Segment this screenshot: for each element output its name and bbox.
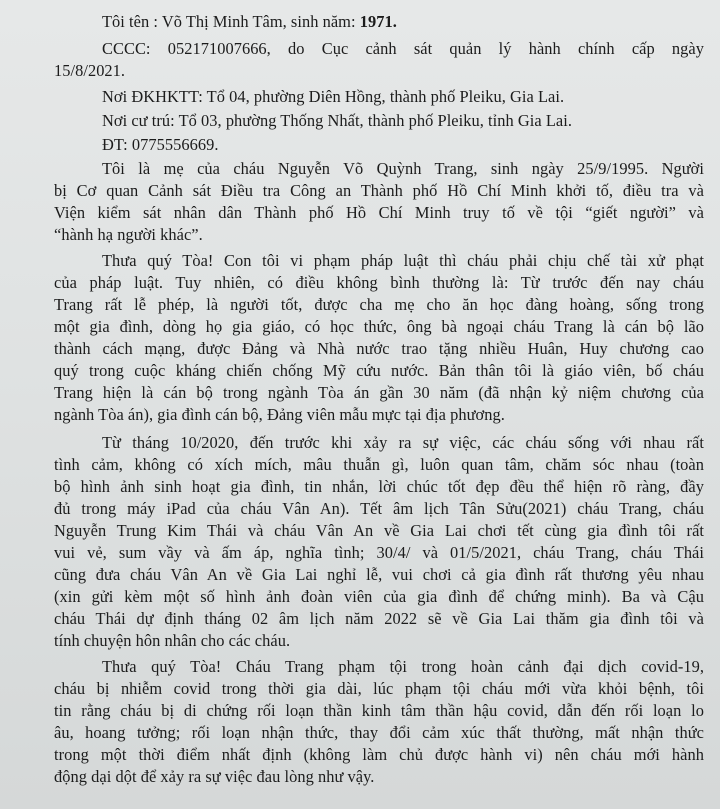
cccc-date: 15/8/2021. — [54, 61, 126, 80]
p3-line-8: (xin gửi kèm một số hình ảnh đoàn viên của gia đình để chứng minh). Ba và Cậu — [54, 587, 704, 606]
p2-line-8: ngành Tòa án), gia đình cán bộ, Đảng viên mẫu mực tại địa phương. — [54, 405, 505, 424]
p3-line-9: cháu Thái dự định tháng 02 âm lịch năm 2022 sẽ về Gia Lai thăm gia đình tôi và — [54, 609, 704, 628]
p4-line-3: tin rằng cháu bị di chứng rối loạn thần kinh tâm thần hậu covid, dẫn đến rối loạn lo — [54, 701, 704, 720]
p2-line-4: một gia đình, dòng họ gia giáo, có học thức, ông bà ngoại cháu Trang là cán bộ lão — [54, 317, 704, 336]
p2-line-3: Trang rất lễ phép, là người tốt, được cha mẹ cho ăn học đàng hoàng, sống trong — [54, 295, 704, 314]
p3-line-4: đủ trong máy iPad của cháu Vân An). Tết âm lịch Tân Sửu(2021) cháu Trang, cháu — [54, 499, 704, 518]
p1-line-4: “hành hạ người khác”. — [54, 225, 203, 244]
phone-line: ĐT: 0775556669. — [102, 135, 219, 154]
dkhktt-line: Nơi ĐKHKTT: Tổ 04, phường Diên Hồng, thành phố Pleiku, Gia Lai. — [102, 87, 565, 106]
p1-line-3: Viện kiểm sát nhân dân Thành phố Hồ Chí Minh truy tố về tội “giết người” và — [54, 203, 704, 222]
p1-line-1: Tôi là mẹ của cháu Nguyễn Võ Quỳnh Trang, sinh ngày 25/9/1995. Người — [102, 159, 704, 178]
p2-line-5: thành cách mạng, được Đảng và Nhà nước trao tặng nhiều Huân, Huy chương cao — [54, 339, 704, 358]
p3-line-6: vui vẻ, sum vầy và ấm áp, nghĩa tình; 30/4/ và 01/5/2021, cháu Trang, cháu Thái — [54, 543, 704, 562]
p4-line-4: âu, hoang tưởng; rối loạn nhận thức, thay đổi cảm xúc thất thường, mất nhận thức — [54, 723, 704, 742]
p2-line-6: quý trong cuộc kháng chiến chống Mỹ cứu nước. Bản thân tôi là giáo viên, bố cháu — [54, 361, 704, 380]
p2-line-1: Thưa quý Tòa! Con tôi vi phạm pháp luật thì cháu phải chịu chế tài xử phạt — [102, 251, 704, 270]
name-line — [102, 12, 397, 32]
p2-line-2: của pháp luật. Tuy nhiên, có điều không bình thường là: Từ trước đến nay cháu — [54, 273, 704, 292]
p3-line-2: tình cảm, không có xích mích, mâu thuẫn gì, luôn quan tâm, chăm sóc nhau (toàn — [54, 455, 704, 474]
birth-year: 1971. — [359, 12, 397, 31]
name-text: Tôi tên : Võ Thị Minh Tâm, sinh năm: — [102, 12, 360, 31]
cccc-line: CCCC: 052171007666, do Cục cảnh sát quản lý hành chính cấp ngày — [102, 39, 704, 58]
p3-line-7: cũng đưa cháu Vân An về Gia Lai nghỉ lễ, vui chơi cả gia đình rất thương yêu nhau — [54, 565, 704, 584]
residence-line: Nơi cư trú: Tổ 03, phường Thống Nhất, thành phố Pleiku, tỉnh Gia Lai. — [102, 111, 572, 130]
p4-line-1: Thưa quý Tòa! Cháu Trang phạm tội trong hoàn cảnh đại dịch covid-19, — [102, 657, 704, 676]
p3-line-5: Nguyễn Trung Kim Thái và cháu Vân An về Gia Lai chơi tết cùng gia đình tôi rất — [54, 521, 704, 540]
p3-line-10: tính chuyện hôn nhân cho các cháu. — [54, 631, 291, 650]
p3-line-1: Từ tháng 10/2020, đến trước khi xảy ra sự việc, các cháu sống với nhau rất — [102, 433, 704, 452]
p2-line-7: Trang hiện là cán bộ trong ngành Tòa án gần 30 năm (đã nhận kỷ niệm chương của — [54, 383, 704, 402]
p4-line-6: động dại dột để xảy ra sự việc đau lòng như vậy. — [54, 767, 375, 786]
p4-line-2: cháu bị nhiễm covid trong thời gia dài, lúc phạm tội cháu mới vừa khỏi bệnh, tôi — [54, 679, 704, 698]
p3-line-3: bộ hình ảnh sinh hoạt gia đình, tin nhắn, lời chúc tốt đẹp đều thể hiện rõ ràng, đầy — [54, 477, 704, 496]
p4-line-5: trong một thời điểm nhất định (không làm chủ được hành vi) nên cháu mới hành — [54, 745, 704, 764]
p1-line-2: bị Cơ quan Cảnh sát Điều tra Công an Thành phố Hồ Chí Minh khởi tố, điều tra và — [54, 181, 704, 200]
